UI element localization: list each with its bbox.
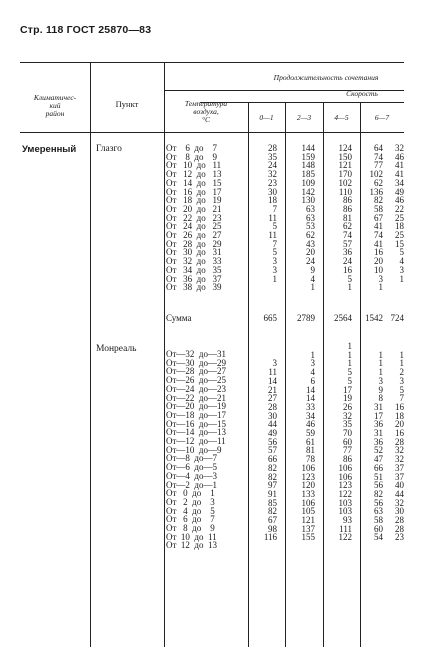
glasgow-col-2-3: 144 159 148 185 109 142 130 63 63 53 62 43 20 24 9 4 1: [301, 143, 315, 293]
glasgow-col-8-9: 32 46 41 41 34 49 46 22 25 18 25 15 5 4 3 1: [395, 143, 404, 284]
header-speed-range-2: 2—3: [296, 113, 312, 122]
data-table: [20, 62, 404, 647]
header-speed: Скорость: [346, 89, 378, 98]
sum-label: Сумма: [166, 313, 192, 323]
montreal-col-4-5: 1 1 1 5 5 17 19 26 32 35 70 60 77 86 106 106 123 122 103 103 93 111 122: [338, 341, 352, 543]
sum-0-1: 665: [263, 313, 277, 323]
city-glasgow: Глазго: [96, 144, 122, 154]
header-bottom-rule: [20, 132, 404, 133]
temp-ranges-glasgow: От 6 до 7 От 8 до 9 От 10 до 11 От 12 до 13 От 14 до 15 От 16 до 17 От 18 до 19 От 20 до 21 От 22 до 23 От 24 до 25 От 26 до 27 От 28 до 29 От 30 до 31 От 32 до 33 От 34 до 35 От 36 до 37 От 38 до 39: [166, 143, 222, 293]
col-rule-1: [90, 62, 91, 647]
montreal-col-6-7: 1 1 1 3 9 8 31 17 36 31 36 52 47 66 51 56 82 56 63 58 60 54: [374, 349, 383, 543]
page-header: Стр. 118 ГОСТ 25870—83: [20, 24, 152, 36]
montreal-col-0-1: 3 11 14 21 27 28 30 44 49 56 57 66 82 82 97 91 85 82 67 98 116: [263, 358, 277, 543]
sum-8-9: 724: [390, 313, 404, 323]
sum-6-7: 1542: [365, 313, 383, 323]
glasgow-col-6-7: 64 74 77 102 62 136 82 58 67 41 74 41 16 20 10 3 1: [369, 143, 383, 293]
sum-2-3: 2789: [297, 313, 315, 323]
header-speed-range-1: 0—1: [259, 113, 274, 122]
header-duration: Продолжительность сочетания: [273, 73, 379, 82]
montreal-col-2-3: 1 3 4 6 14 14 33 34 46 59 61 81 78 106 123 120 133 106 105 121 137 155: [301, 349, 315, 543]
temp-ranges-montreal: От—32 до—31 От—30 до—29 От—28 до—27 От—26 до—25 От—24 до—23 От—22 до—21 От—20 до—19 От—18 до—17 От—16 до—15 От—14 до—13 От—12 до—11 От—10 до—9 От—8 до—7 От—6 до—5 От—4 до—3 От—2 до—1 От 0 до 1 От 2 до 3 От 4 до 5 От 6 до 7 От 8 до 9 От 10 до 11 От 12 до 13: [166, 349, 227, 551]
glasgow-col-0-1: 28 35 24 32 23 30 18 7 11 5 11 7 5 3 3 1: [268, 143, 277, 284]
header-speed-range-4: 6—7: [374, 113, 390, 122]
glasgow-col-4-5: 124 150 121 170 102 110 86 86 81 62 74 57 36 24 16 5 1: [338, 143, 352, 293]
sum-4-5: 2564: [334, 313, 352, 323]
city-montreal: Монреаль: [96, 344, 137, 354]
climate-zone-label: Умеренный: [22, 144, 77, 155]
col-rule-2: [164, 62, 165, 647]
header-point: Пункт: [115, 99, 139, 109]
header-climate: Климатичес- кий район: [33, 93, 77, 118]
header-speed-range-3: 4—5: [334, 113, 349, 122]
montreal-col-8-9: 1 1 2 3 5 7 16 18 20 16 28 32 32 37 37 40 44 32 30 28 28 23: [395, 349, 404, 543]
header-temp: Температура воздуха, °С: [184, 99, 228, 124]
table-top-rule: [20, 62, 404, 63]
